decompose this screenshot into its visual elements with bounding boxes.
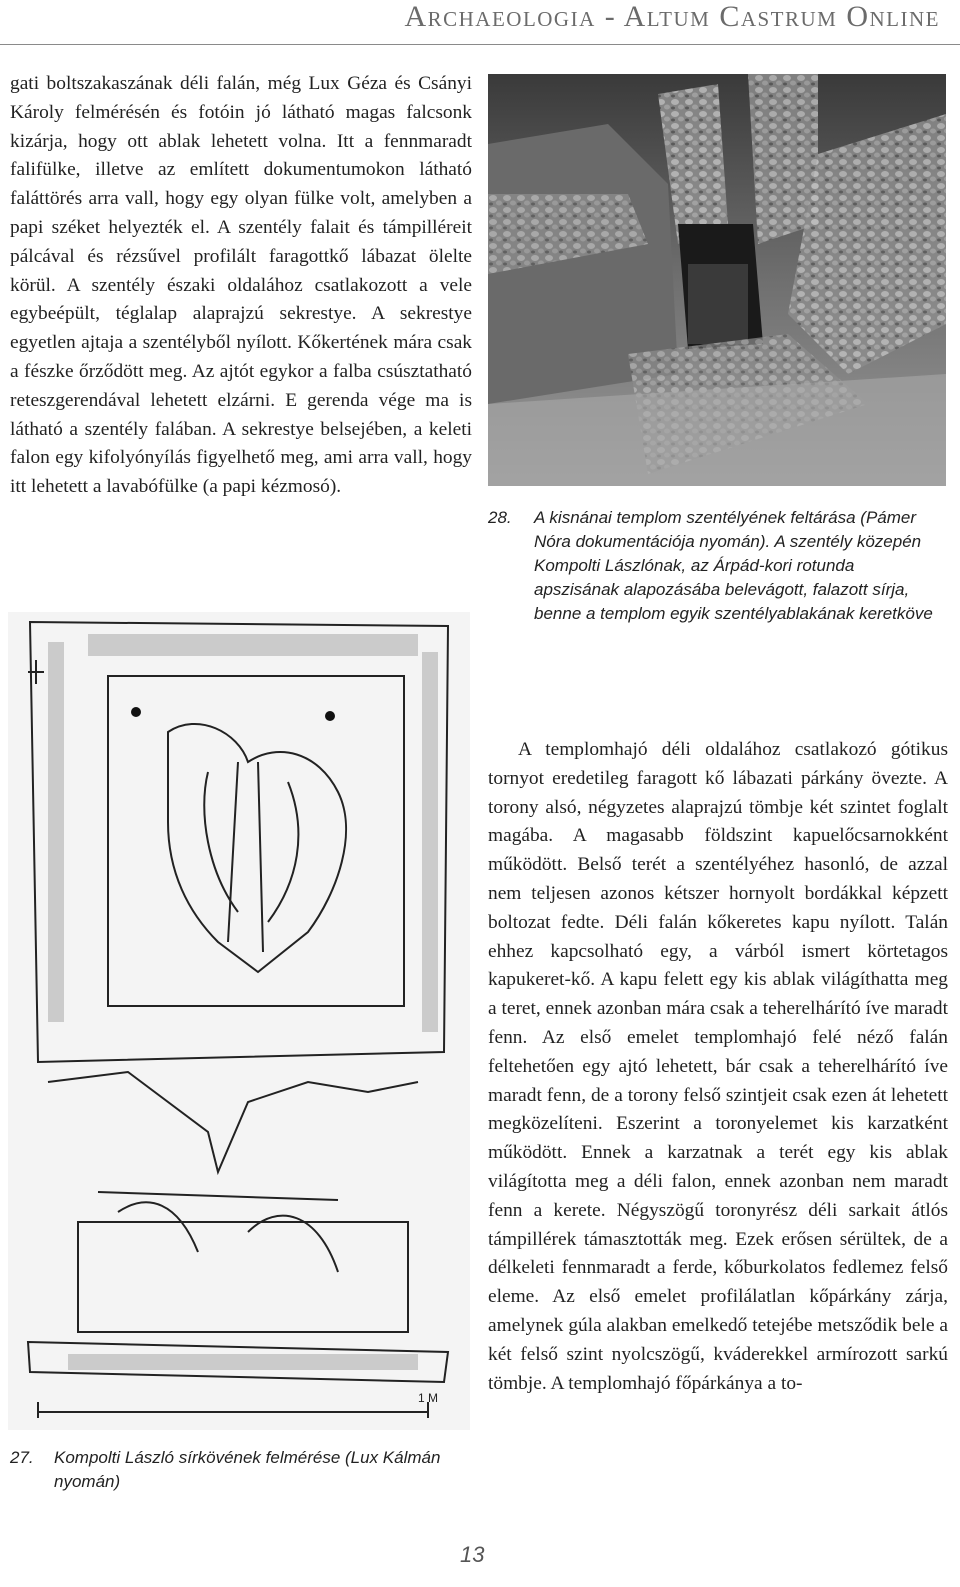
figure-28-caption-text: A kisnánai templom szentélyének feltárása (Pámer Nóra dokumentációja nyomán). A szentély közepén Kompolti Lászlónak, az Árpád-kori rotunda apszisának alapozásába belevágott, falazott sírja, benne a templom egyik szentélyablakának keretköve xyxy=(534,508,933,623)
tombstone-drawing-graphic xyxy=(8,612,470,1430)
figure-27-number: 27. xyxy=(10,1448,34,1467)
figure-27-caption xyxy=(10,1446,450,1494)
tombstone-drawing xyxy=(8,612,470,1430)
figure-28-caption xyxy=(488,506,940,626)
figure-27-caption-text: Kompolti László sírkövének felmérése (Lux Kálmán nyomán) xyxy=(54,1448,441,1491)
scale-label: 1 M xyxy=(418,1391,439,1405)
excavation-photo-graphic xyxy=(488,74,946,486)
running-header: Archaeologia - Altum Castrum Online xyxy=(404,0,940,33)
header-rule xyxy=(0,44,960,45)
left-column-text: gati boltszakaszának déli falán, még Lux Géza és Csányi Károly felmérésén és fotóin jó látható magas falcsonk kizárja, hogy ott ablak lehetett volna. Itt a fennmaradt falifülke, illetve az említett dokumentumokon látható faláttörés arra vall, hogy egy olyan fülke volt, amelyben a papi széket helyezték el. A szentély falait és támpilléreit pálcával és rézsűvel profilált faragottkő lábazat ölelte körül. A szentély északi oldalához csatlakozott a vele egybeépült, téglalap alaprajzú sekrestye. A sekrestye egyetlen ajtaja a szentélyből nyílott. Kőkertének mára csak a fészke őrződött meg. Az ajtót egykor a falba csúsztatható reteszgerendával lehetett elzárni. E gerenda vége ma is látható a szentély falában. A sekrestye belsejében, a keleti falon egy kifolyónyílás figyelhető meg, ami arra vall, hogy itt lehetett a lavabófülke (a papi kézmosó). xyxy=(10,73,472,498)
page-number: 13 xyxy=(460,1542,485,1567)
excavation-photo xyxy=(488,74,946,486)
figure-28-number: 28. xyxy=(488,508,512,527)
right-column-text: A templomhajó déli oldalához csatlakozó gótikus tornyot eredetileg faragott kő lábazati párkány övezte. A torony alsó, négyzetes alaprajzú tömbje két szintet foglalt magába. A magasabb földszint kapuelőcsarnokként működött. Belső terét a szentélyéhez hasonló, de azzal nem teljesen azonos kétszer hornyolt bordákkal képzett boltozat fedte. Déli falán kőkeretes kapu nyílott. Talán ehhez kapcsolható egy, a várból ismert körtetagos kapukeret-kő. A kapu felett egy kis ablak világíthatta meg a teret, ennek azonban mára csak a teherelhárító íve maradt fenn. Az első emelet templomhajó felé néző falán feltehetően egy ajtó lehetett, bár csak a teherelhárító íve maradt fenn, de a torony felső szintjeit csak ezen át lehetett megközelíteni. Eszerint a toronyelemet kis karzatként működött. Ennek a karzatnak a terét egy kis ablak világította meg a déli falon, ennek azonban nem maradt fenn a kerete. Négyszögű toronyrész déli sarkait átlós támpillérek támasztották meg. Ezek erősen sérültek, de a délkeleti fennmaradt a ferde, kőburkolatos fedlemez felső eleme. Az első emelet profilálatlan kőpárkány zárja, amelynek gúla alakban emelkedő tetejébe metsződik bele a két felső szint nyolcszögű, kváderekkel armírozott sarkú tömbje. A templomhajó főpárkánya a to- xyxy=(488,739,948,1394)
